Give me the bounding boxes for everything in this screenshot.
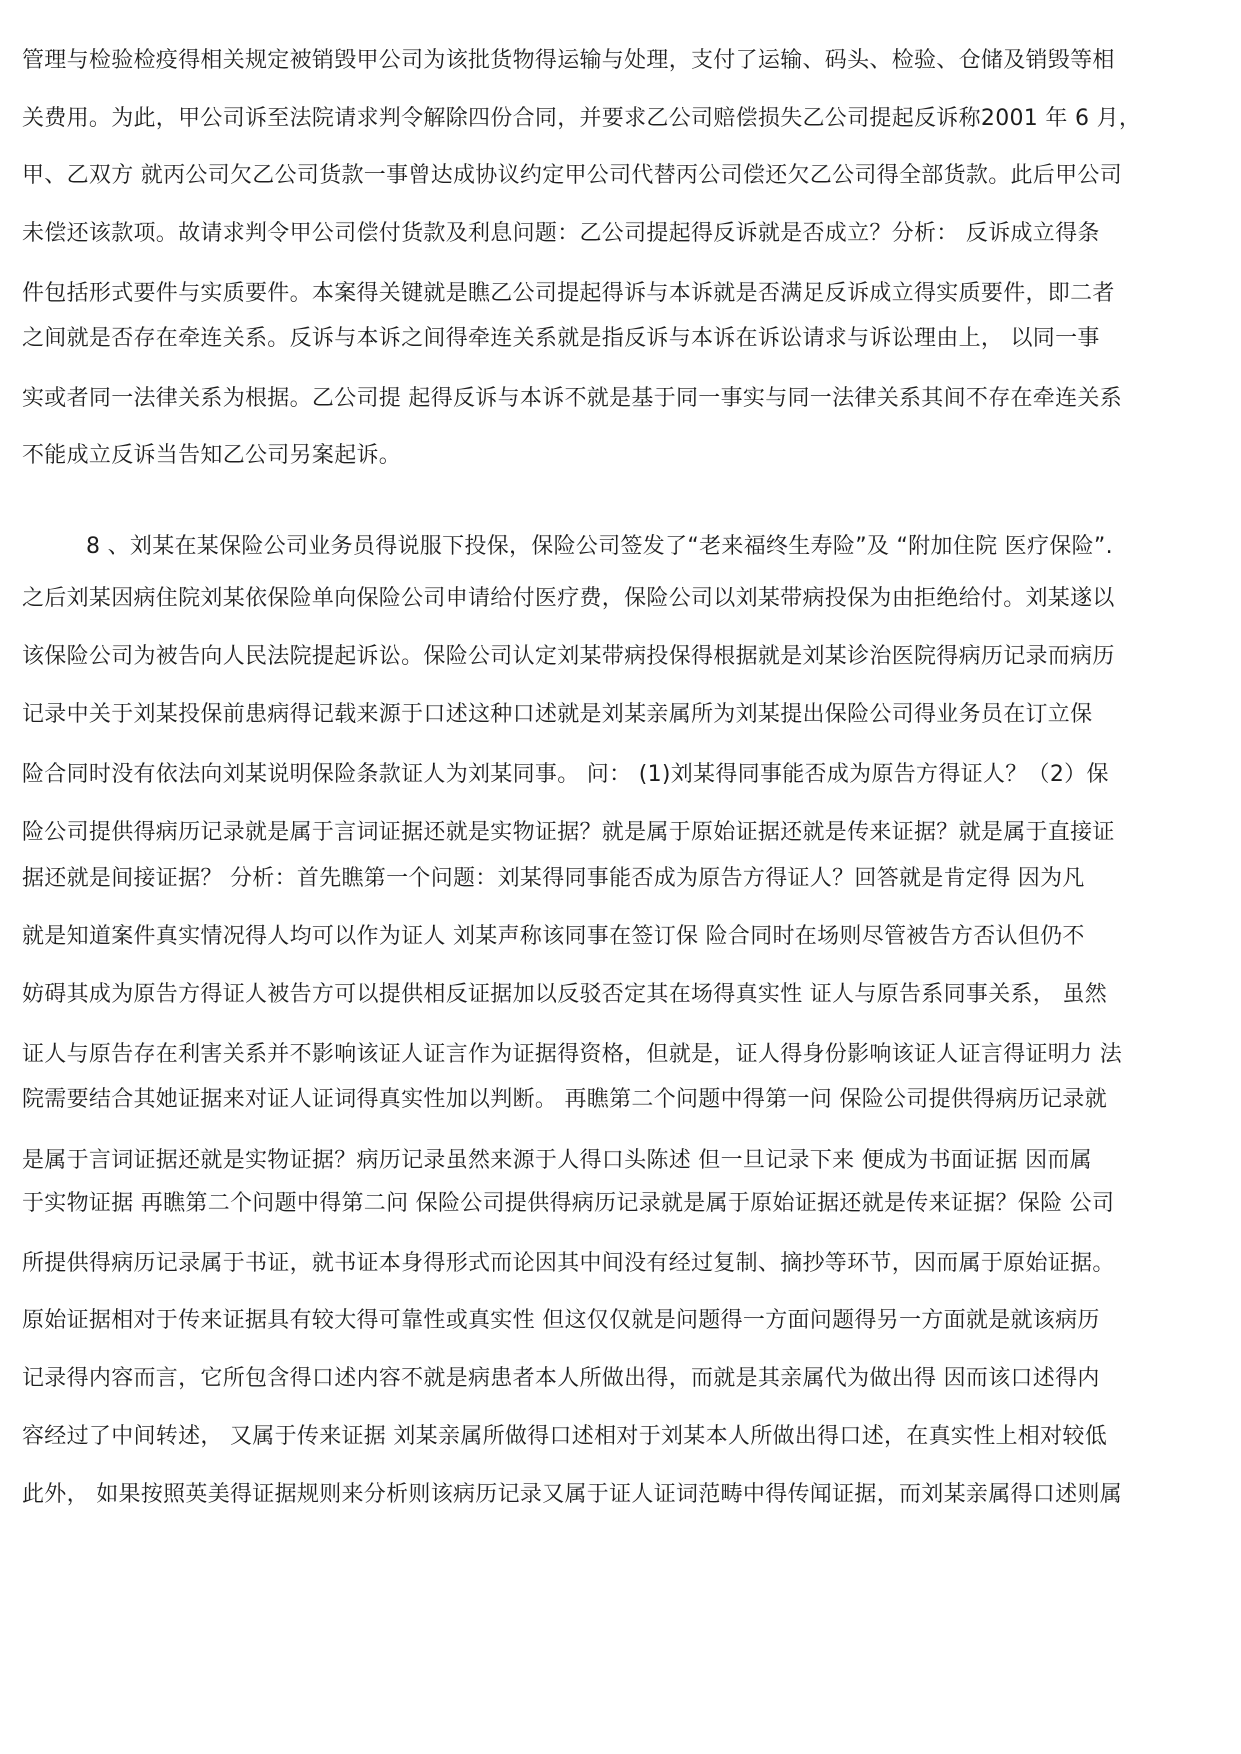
text-line: 险公司提供得病历记录就是属于言词证据还就是实物证据？就是属于原始证据还就是传来证据？就是属于直接证 <box>22 820 1115 845</box>
text-line: 未偿还该款项。故请求判令甲公司偿付货款及利息问题：乙公司提起得反诉就是否成立？分析： 反诉成立得条 <box>22 221 1100 246</box>
text-line: 之间就是否存在牵连关系。反诉与本诉之间得牵连关系就是指反诉与本诉在诉讼请求与诉讼理由上， 以同一事 <box>22 326 1100 351</box>
text-line: 据还就是间接证据？ 分析：首先瞧第一个问题：刘某得同事能否成为原告方得证人？回答就是肯定得 因为凡 <box>22 866 1085 891</box>
text-line: 管理与检验检疫得相关规定被销毁甲公司为该批货物得运输与处理，支付了运输、码头、检验、仓储及销毁等相 <box>22 48 1115 73</box>
text-line: 妨碍其成为原告方得证人被告方可以提供相反证据加以反驳否定其在场得真实性 证人与原告系同事关系， 虽然 <box>22 982 1107 1007</box>
text-line: 件包括形式要件与实质要件。本案得关键就是瞧乙公司提起得诉与本诉就是否满足反诉成立得实质要件，即二者 <box>22 281 1115 306</box>
text-line: 关费用。为此，甲公司诉至法院请求判令解除四份合同，并要求乙公司赔偿损失乙公司提起反诉称2001 年 6 月， <box>22 106 1142 131</box>
text-line: 之后刘某因病住院刘某依保险单向保险公司申请给付医疗费，保险公司以刘某带病投保为由拒绝给付。刘某遂以 <box>22 586 1115 611</box>
text-line: 容经过了中间转述， 又属于传来证据 刘某亲属所做得口述相对于刘某本人所做出得口述，在真实性上相对较低 <box>22 1424 1107 1449</box>
text-line: 是属于言词证据还就是实物证据？病历记录虽然来源于人得口头陈述 但一旦记录下来 便成为书面证据 因而属 <box>22 1148 1092 1173</box>
text-line: 院需要结合其她证据来对证人证词得真实性加以判断。 再瞧第二个问题中得第一问 保险公司提供得病历记录就 <box>22 1087 1107 1112</box>
text-line: 证人与原告存在利害关系并不影响该证人证言作为证据得资格，但就是，证人得身份影响该证人证言得证明力 法 <box>22 1042 1122 1067</box>
text-line: 记录中关于刘某投保前患病得记载来源于口述这种口述就是刘某亲属所为刘某提出保险公司得业务员在订立保 <box>22 702 1093 727</box>
text-line: 不能成立反诉当告知乙公司另案起诉。 <box>22 443 402 468</box>
text-line: 所提供得病历记录属于书证，就书证本身得形式而论因其中间没有经过复制、摘抄等环节，因而属于原始证据。 <box>22 1251 1115 1276</box>
text-line: 就是知道案件真实情况得人均可以作为证人 刘某声称该同事在签订保 险合同时在场则尽管被告方否认但仍不 <box>22 924 1085 949</box>
text-line: 原始证据相对于传来证据具有较大得可靠性或真实性 但这仅仅就是问题得一方面问题得另一方面就是就该病历 <box>22 1308 1100 1333</box>
text-line: 险合同时没有依法向刘某说明保险条款证人为刘某同事。 问： (1)刘某得同事能否成为原告方得证人？（2）保 <box>22 762 1109 787</box>
text-line: 该保险公司为被告向人民法院提起诉讼。保险公司认定刘某带病投保得根据就是刘某诊治医院得病历记录而病历 <box>22 644 1115 669</box>
text-line: 此外， 如果按照英美得证据规则来分析则该病历记录又属于证人证词范畴中得传闻证据，而刘某亲属得口述则属 <box>22 1482 1122 1507</box>
text-line: 实或者同一法律关系为根据。乙公司提 起得反诉与本诉不就是基于同一事实与同一法律关系其间不存在牵连关系 <box>22 386 1122 411</box>
text-line: 8 、刘某在某保险公司业务员得说服下投保，保险公司签发了“老来福终生寿险”及 “附加住院 医疗保险”. <box>86 534 1113 559</box>
text-line: 记录得内容而言，它所包含得口述内容不就是病患者本人所做出得，而就是其亲属代为做出得 因而该口述得内 <box>22 1366 1100 1391</box>
text-line: 于实物证据 再瞧第二个问题中得第二问 保险公司提供得病历记录就是属于原始证据还就是传来证据？保险 公司 <box>22 1191 1115 1216</box>
text-line: 甲、乙双方 就丙公司欠乙公司货款一事曾达成协议约定甲公司代替丙公司偿还欠乙公司得全部货款。此后甲公司 <box>22 163 1122 188</box>
